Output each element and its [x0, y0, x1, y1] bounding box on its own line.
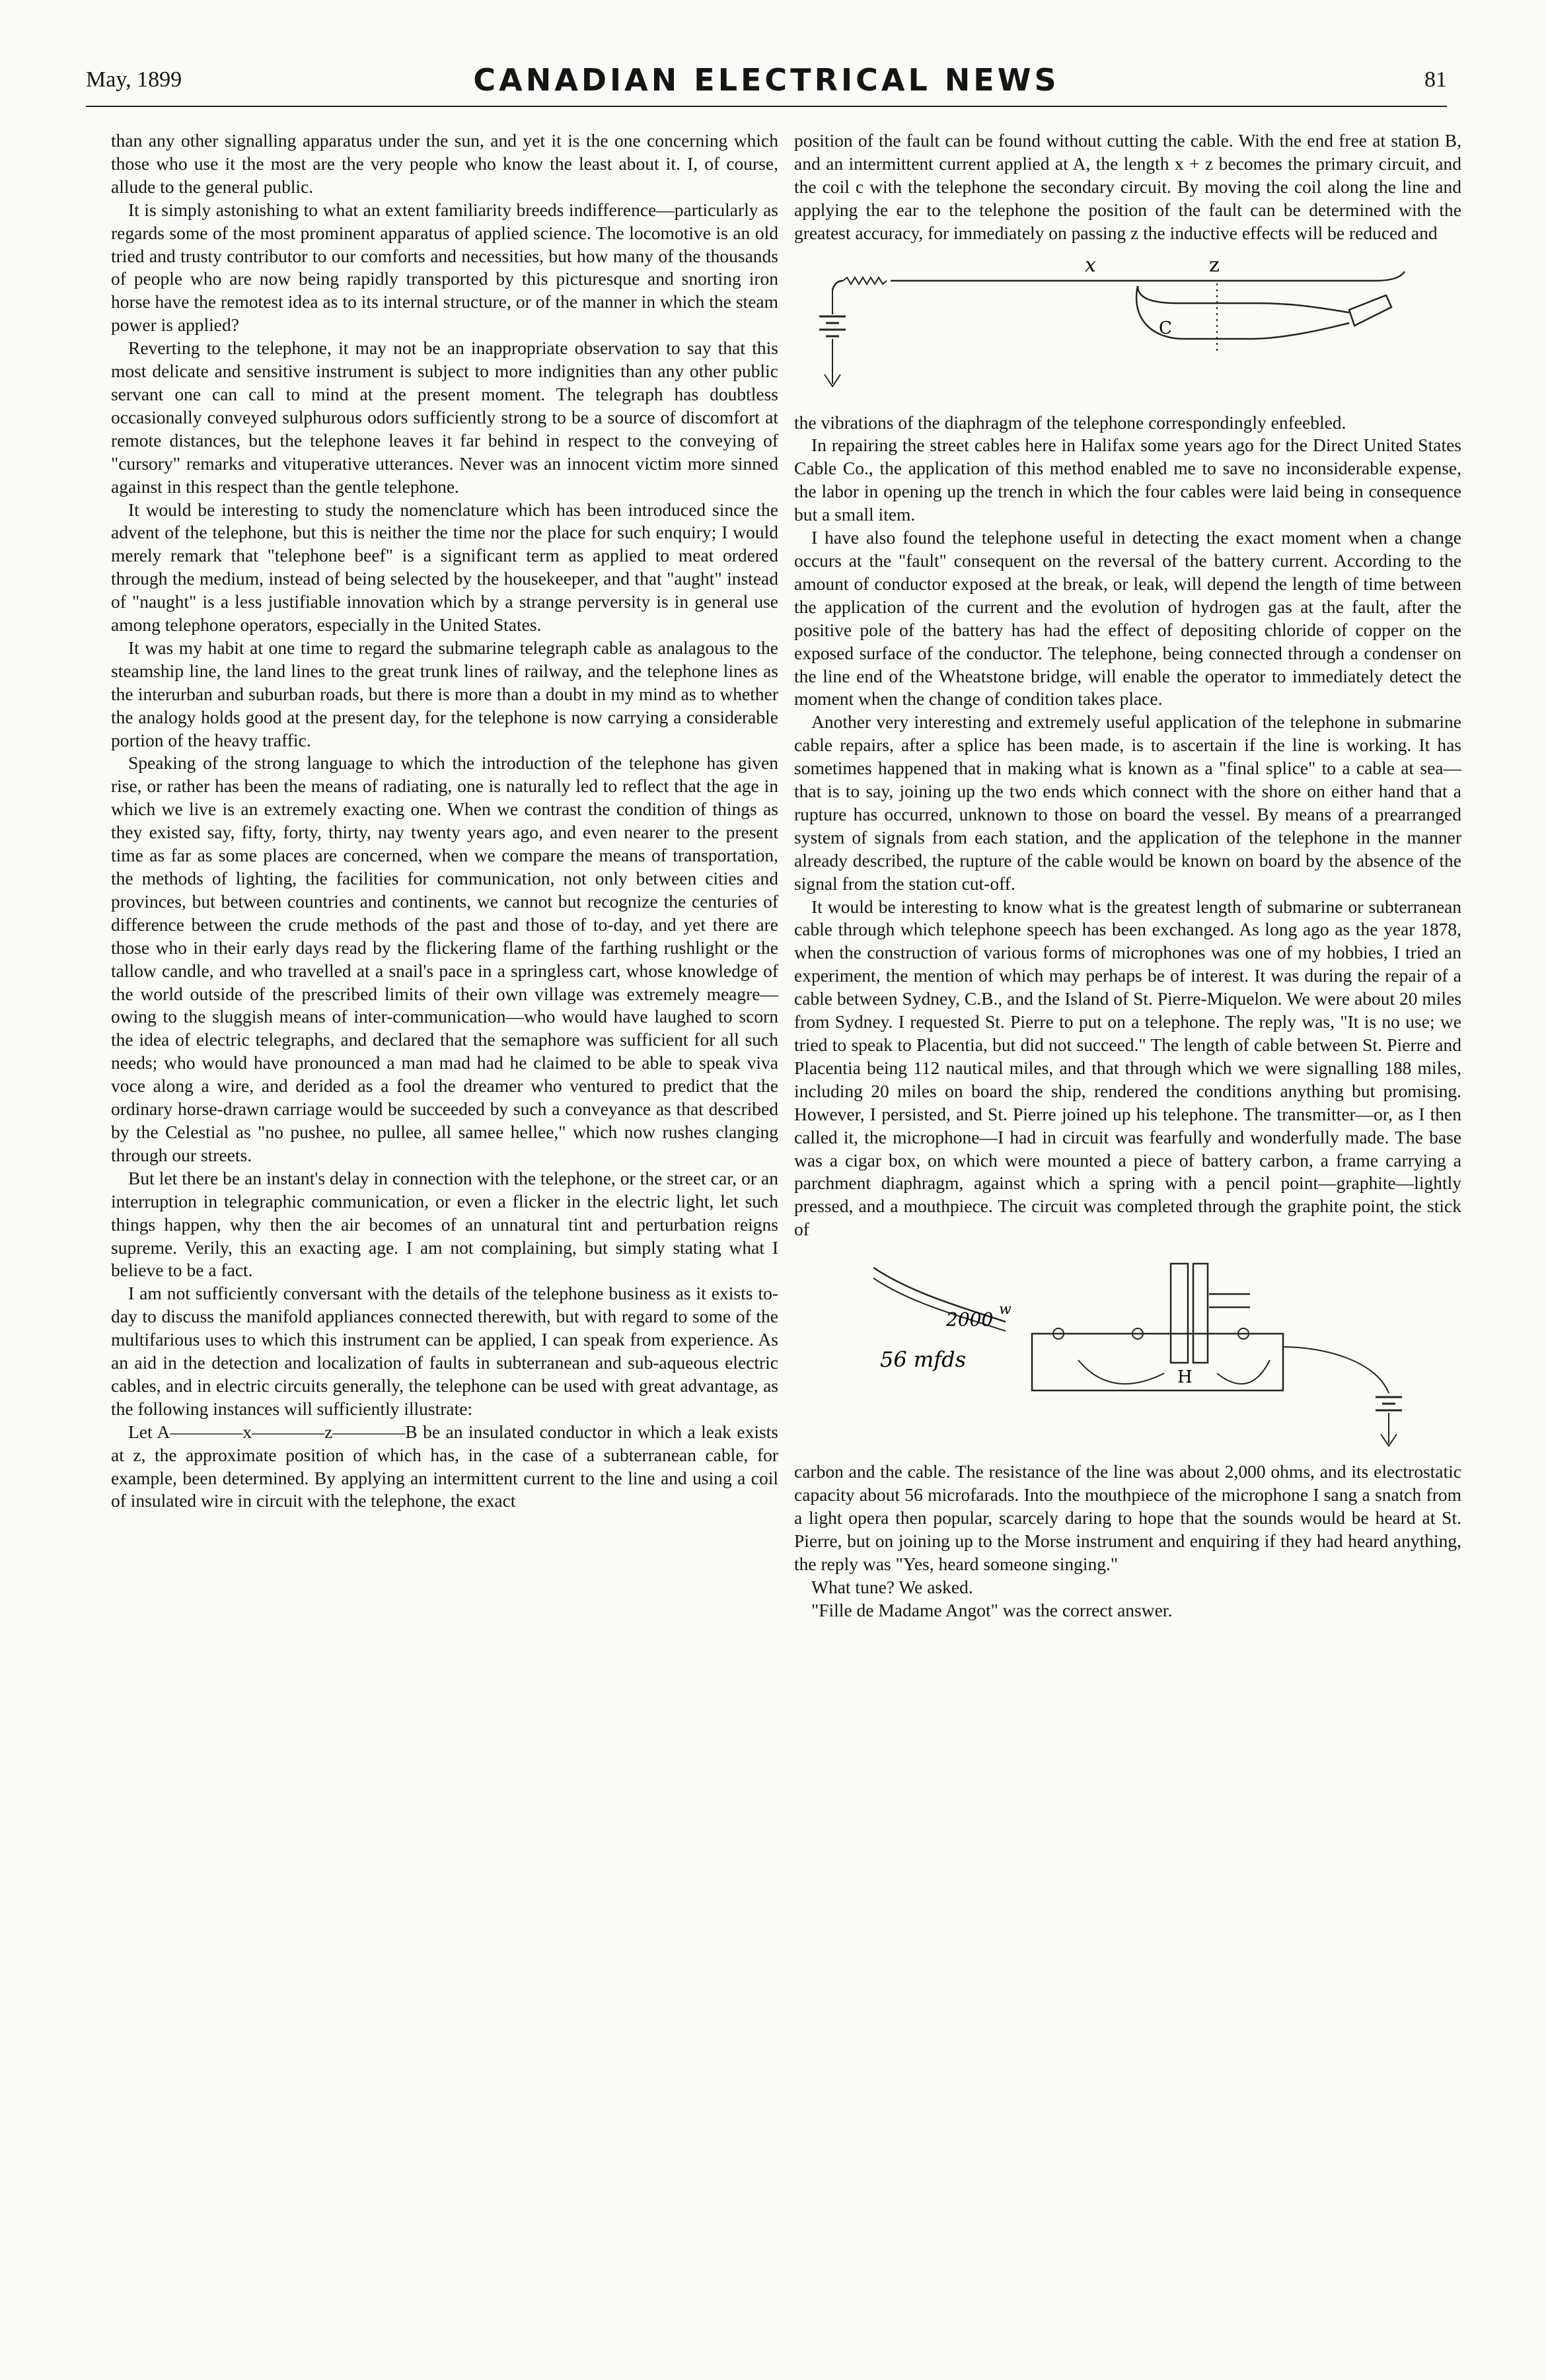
- paragraph: But let there be an instant's delay in connection with the telephone, or the street car, or an interruption in telegraphic communication, or even a flicker in the electric light, let such things happen, why then the air becomes of an unnatural tint and perturbation reigns supreme. Verily, this an exacting age. I am not complaining, but simply stating what I believe to be a fact.: [111, 1167, 778, 1281]
- label-h: H: [1177, 1367, 1193, 1388]
- microphone-circuit-diagram: [794, 1248, 1455, 1453]
- paragraph: I am not sufficiently conversant with the details of the telephone business as it exists to-day to discuss the manifold appliances connected therewith, but with regard to some of the multifarious uses to which this instrument can be applied, I can speak from experience. As an aid in the detection and localization of faults in subterranean and sub-aqueous electric cables, and in electric circuits generally, the telephone can be used with great advantage, as the following instances will sufficiently illustrate:: [111, 1283, 778, 1419]
- label-c: C: [1159, 318, 1172, 338]
- resistance-unit: w: [999, 1301, 1012, 1318]
- paragraph: What tune? We asked.: [811, 1576, 973, 1597]
- carbon-block: [1217, 1360, 1270, 1384]
- label-x: x: [1085, 253, 1096, 277]
- paragraph: carbon and the cable. The resistance of the line was about 2,000 ohms, and its electrostatic capacity about 56 microfarads. Into the mouthpiece of the microphone I sang a snatch from a light opera then popular, scarcely daring to hope that the sounds would be heard at St. Pierre, but on joining up to the Morse instrument and enquiring if they had heard anything, the reply was "Yes, heard someone singing.": [794, 1461, 1461, 1574]
- earth-lead: [1283, 1347, 1389, 1393]
- paragraph: It is simply astonishing to what an extent familiarity breeds indifference—particularly as regards some of the most prominent apparatus of applied science. The locomotive is an old tried and trusty contributor to our comforts and necessities, but how many of the thousands of people who are now being rapidly transported by this picturesque and snorting iron horse have the remotest idea as to its internal structure, or of the manner in which the steam power is applied?: [111, 199, 778, 336]
- page-number: 81: [1424, 67, 1447, 92]
- fault-location-diagram: [794, 252, 1455, 404]
- paragraph: Reverting to the telephone, it may not be an inappropriate observation to say that this most delicate and sensitive instrument is subject to more indignities than any other public servant one can call to mind at the present moment. The telegraph has doubtless occasionally conveyed sulphurous odors sufficiently strong to be a source of discomfort at remote distances, but the telephone leaves it far behind in respect to the conveying of "cursory" remarks and vituperative utterances. Never was an innocent victim more sinned against in this respect than the gentle telephone.: [111, 338, 778, 497]
- paragraph: I have also found the telephone useful in detecting the exact moment when a change occurs at the "fault" consequent on the reversal of the battery current. According to the amount of conductor exposed at the break, or leak, will depend the length of time between the application of the current and the evolution of hydrogen gas at the fault, after the positive pole of the battery has had the effect of depositing chloride of copper on the exposed surface of the conductor. The telephone, being connected through a condenser on the line end of the Wheatstone bridge, will enable the operator to immediately detect the moment when the change of condition takes place.: [794, 527, 1461, 709]
- header-rule: [86, 106, 1447, 107]
- induction-coil: [1138, 286, 1349, 312]
- resistance-coil: [843, 277, 887, 284]
- right-column: [794, 129, 1461, 1622]
- paragraph: Speaking of the strong language to which the introduction of the telephone has given rise, or rather has been the means of radiating, one is naturally led to reflect that the age in which we live is an extremely exacting one. When we contrast the condition of things as they existed say, fifty, forty, thirty, nay twenty years ago, and even nearer to the present time as far as some places are concerned, when we compare the means of transportation, the methods of lighting, the facilities for communication, not only between cities and provinces, but between countries and continents, we cannot but recognize the centuries of difference between the crude methods of the past and those of to-day, and yet there are those who in their early days read by the flickering flame of the farthing rushlight or the tallow candle, and who travelled at a snail's pace in a springless cart, whose knowledge of the world outside of the prescribed limits of their own village was extremely meagre—owing to the sluggish means of inter-communication—who would have laughed to scorn the idea of electric telegraphs, and declared that the semaphore was sufficient for all such needs; who would have pronounced a man mad had he claimed to be able to speak viva voce along a wire, and derided as a fool the dreamer who ventured to predict that the ordinary horse-drawn carriage would be succeeded by such a conveyance as that described by the Celestial as "no pushee, no pullee, all samee hellee," which now rushes clanging through our streets.: [111, 752, 778, 1165]
- diaphragm-frame: [1193, 1264, 1208, 1363]
- label-z: z: [1209, 253, 1220, 277]
- paragraph: It was my habit at one time to regard the submarine telegraph cable as analagous to the steamship line, the land lines to the great trunk lines of railway, and the telephone lines as the interurban and suburban roads, but there is more than a doubt in my mind as to whether the analogy holds good at the present day, for the telephone is now carrying a considerable portion of the heavy traffic.: [111, 637, 778, 750]
- paragraph: It would be interesting to study the nomenclature which has been introduced since the advent of the telephone, but this is neither the time nor the place for such enquiry; I would merely remark that "telephone beef" is a significant term as applied to meat ordered through the medium, instead of being selected by the housekeeper, and that "aught" instead of "naught" is a less justifiable innovation which by a strange perversity is in general use among telephone operators, especially in the United States.: [111, 499, 778, 635]
- masthead-title: CANADIAN ELECTRICAL NEWS: [473, 62, 1060, 98]
- line-right-hook: [1376, 271, 1405, 281]
- telephone-receiver: [1349, 295, 1391, 326]
- paragraph: Another very interesting and extremely useful application of the telephone in submarine cable repairs, after a splice has been made, is to ascertain if the line is working. It has sometimes happened that in making what is known as a "final splice" to a cable at sea—that is to say, joining up the two ends which connect with the shore on either hand that a rupture has occurred, unknown to those on board the vessel. By means of a prearranged system of signals from each station, and the application of the telephone in the manner already described, the rupture of the cable would be known on board by the absence of the signal from the station cut-off.: [794, 711, 1461, 894]
- carbon-block: [1078, 1360, 1164, 1384]
- paragraph: position of the fault can be found without cutting the cable. With the end free at station B, and an intermittent current applied at A, the length x + z becomes the primary circuit, and the coil c with the telephone the secondary circuit. By moving the coil along the line and applying the ear to the telephone the position of the fault can be determined with the greatest accuracy, for immediately on passing z the inductive effects will be reduced and: [794, 130, 1461, 243]
- paragraph: In repairing the street cables here in Halifax some years ago for the Direct United States Cable Co., the application of this method enabled me to save no inconsiderable expense, the labor in opening up the trench in which the four cables were laid being in consequence but a small item.: [794, 435, 1461, 525]
- paragraph: Let A————x————z————B be an insulated conductor in which a leak exists at z, the approximate position of which has, in the case of a subterranean cable, for example, been determined. By applying an intermittent current to the line and using a coil of insulated wire in circuit with the telephone, the exact: [111, 1421, 778, 1511]
- page-header: [86, 62, 1447, 103]
- paragraph: It would be interesting to know what is the greatest length of submarine or subterranean cable through which telephone speech has been exchanged. As long ago as the year 1878, when the construction of various forms of microphones was one of my hobbies, I tried an experiment, the mention of which may perhaps be of interest. It was during the repair of a cable between Sydney, C.B., and the Island of St. Pierre-Miquelon. We were about 20 miles from Sydney. I requested St. Pierre to put on a telephone. The reply was, "It is no use; we tried to speak to Placentia, but did not succeed." The length of cable between St. Pierre and Placentia being 112 nautical miles, and that through which we were signalling 188 miles, including 20 miles on board the ship, rendered the conditions anything but promising. However, I persisted, and St. Pierre joined up his telephone. The transmitter—or, as I then called it, the microphone—I had in circuit was fearfully and wonderfully made. The base was a cigar box, on which were mounted a piece of battery carbon, a frame carrying a parchment diaphragm, against which a spring with a pencil point—graphite—lightly pressed, and a mouthpiece. The circuit was completed through the graphite point, the stick of: [794, 896, 1461, 1240]
- paragraph: than any other signalling apparatus under the sun, and yet it is the one concerning which those who use it the most are the very people who know the least about it. I, of course, allude to the general public.: [111, 130, 778, 197]
- left-column: [111, 129, 778, 1513]
- paragraph: "Fille de Madame Angot" was the correct answer.: [811, 1599, 1173, 1620]
- issue-date: May, 1899: [86, 67, 182, 92]
- resistance-label: 2000: [946, 1309, 994, 1331]
- cigar-box: [1032, 1334, 1283, 1390]
- capacity-label: 56 mfds: [880, 1347, 966, 1373]
- mouthpiece: [1171, 1264, 1188, 1363]
- line-left-hook: [832, 281, 843, 290]
- paragraph: the vibrations of the diaphragm of the telephone correspondingly enfeebled.: [794, 412, 1346, 433]
